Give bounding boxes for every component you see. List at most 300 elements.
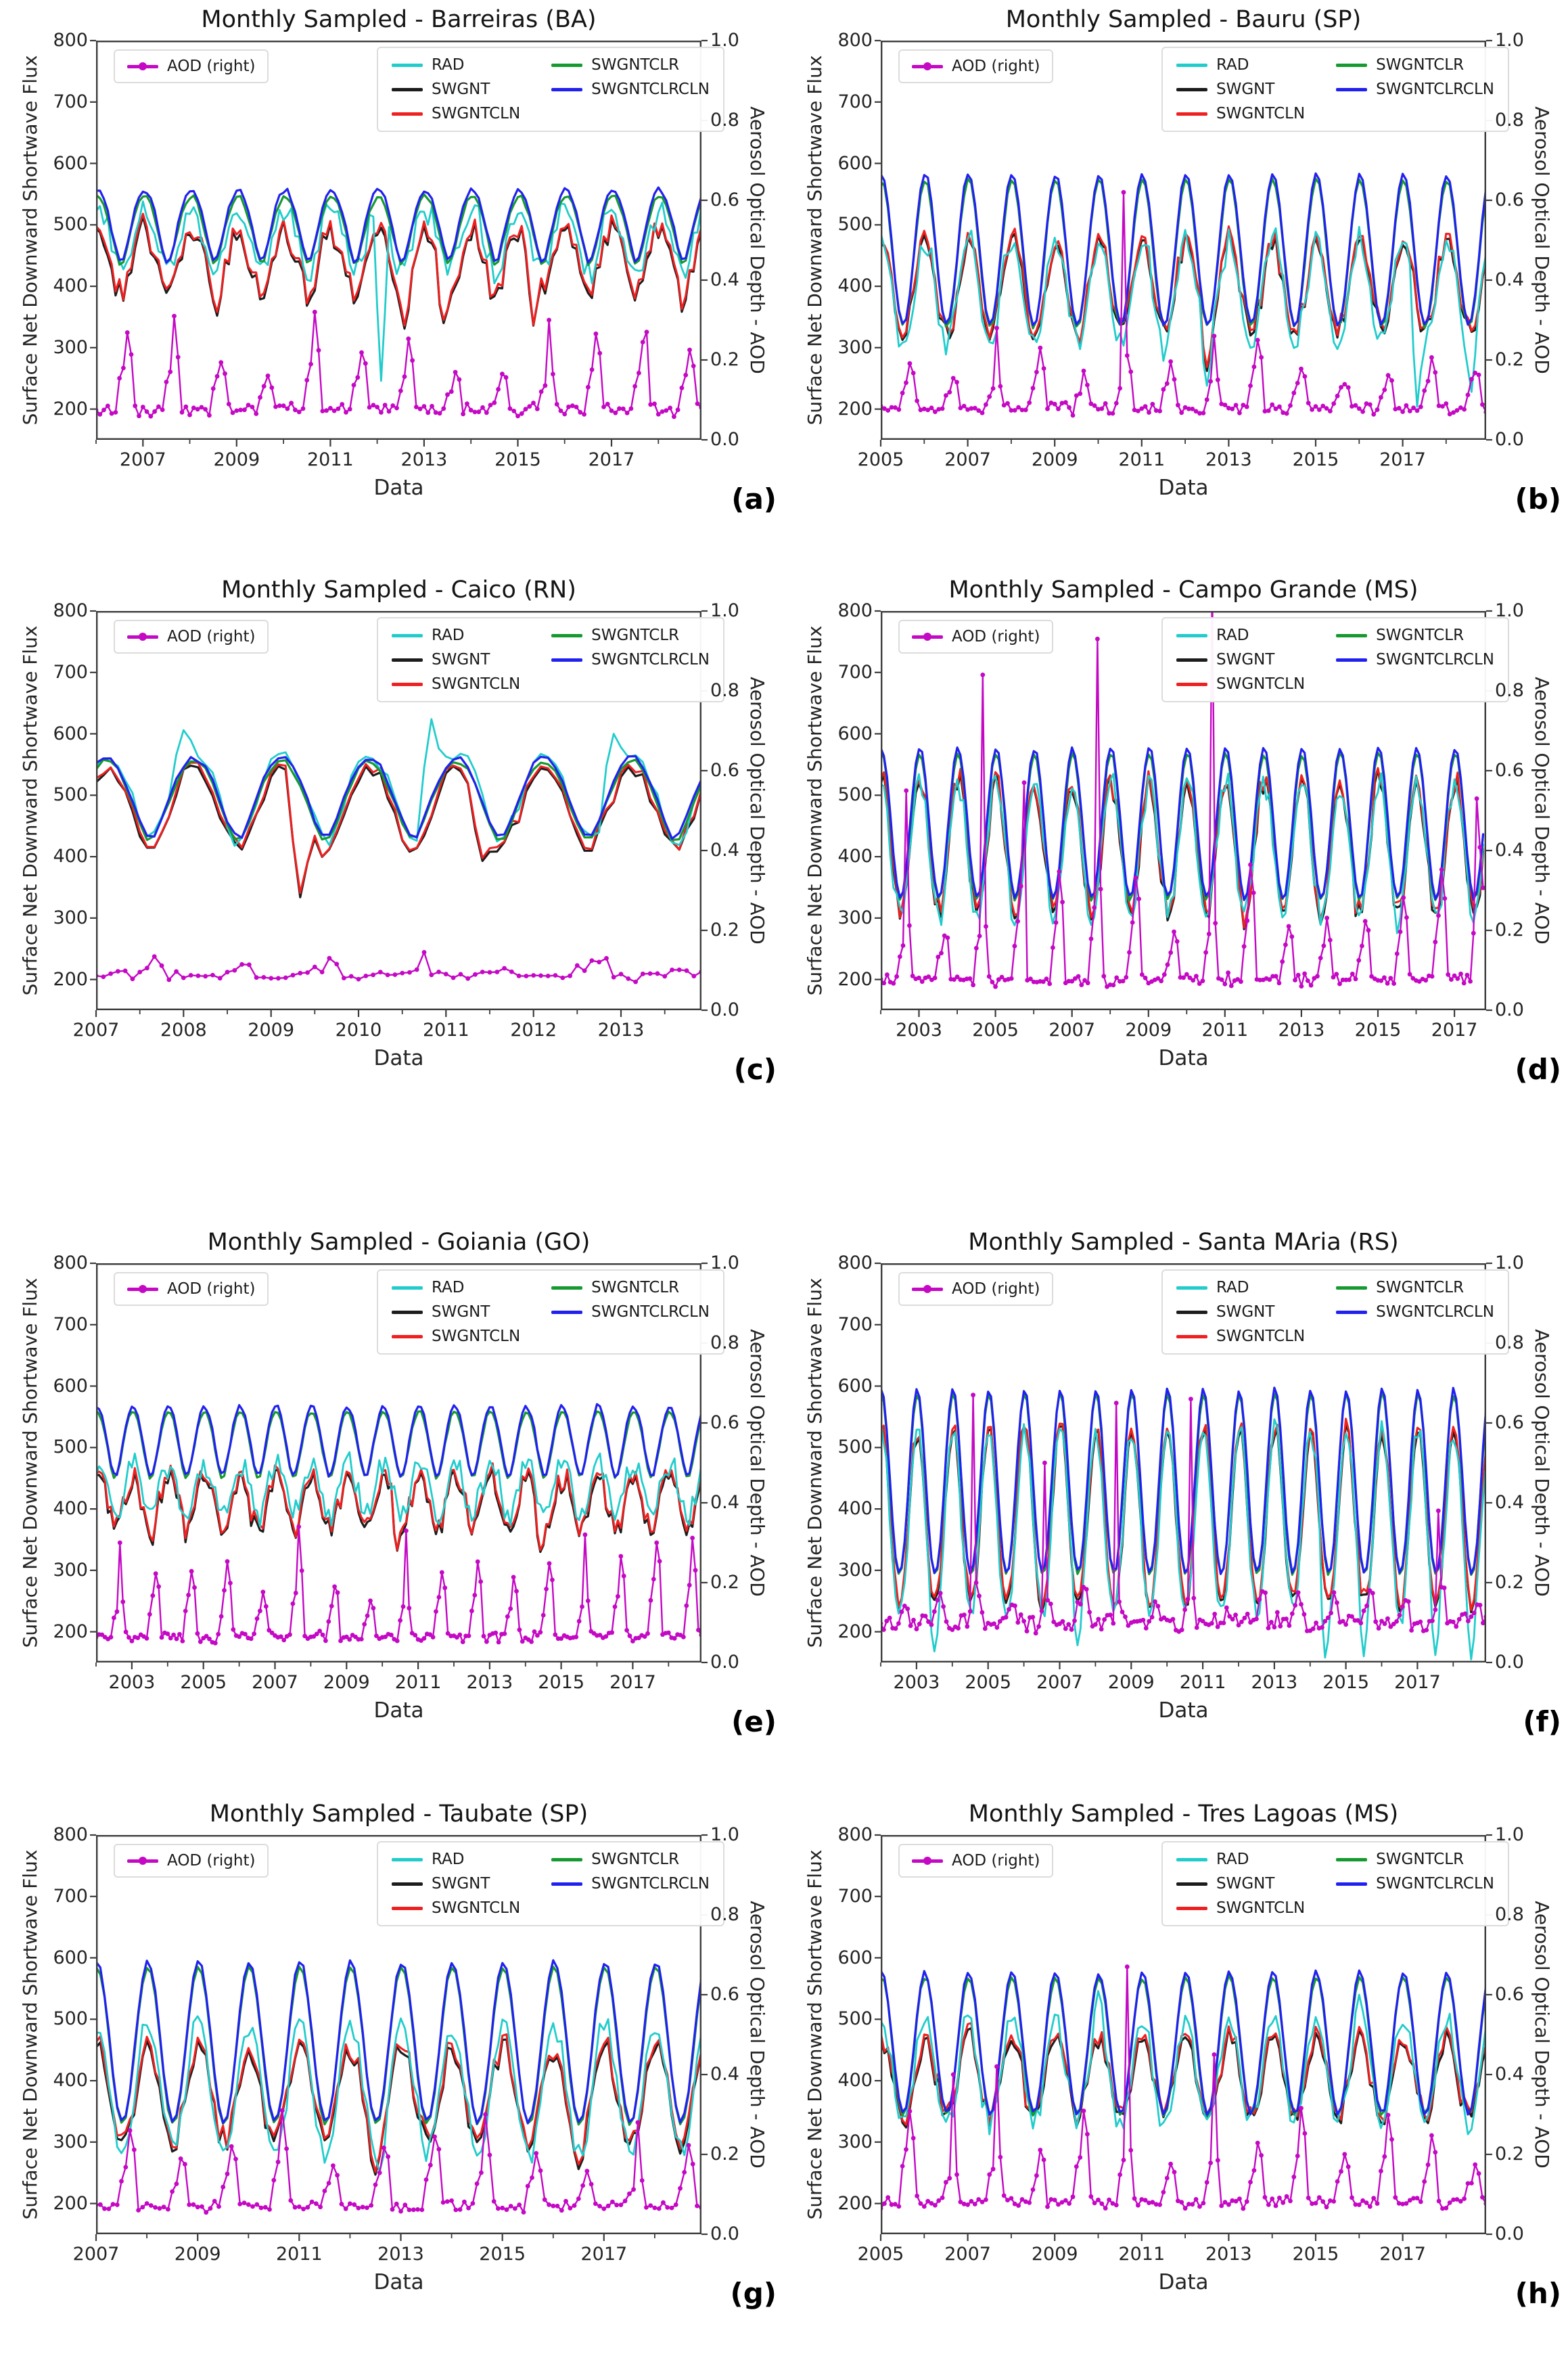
chart-panel-g (8, 1798, 785, 2339)
x-tick-label: 2011 (1118, 2244, 1166, 2265)
y-tick-label-left: 800 (53, 600, 88, 621)
swgnt-line-swatch (392, 1311, 423, 1314)
legend-entry-swgntcln (1176, 1899, 1305, 1917)
panel-letter: (d) (1515, 1053, 1561, 1086)
legend-entry-swgnt (392, 81, 520, 98)
y-tick-label-right: 0.8 (710, 110, 739, 131)
legend-column (1176, 56, 1305, 122)
rad-line-swatch (392, 1858, 423, 1861)
legend-entry-rad (1176, 56, 1305, 74)
panel-letter: (g) (730, 2277, 777, 2310)
rad-line-swatch (392, 64, 423, 67)
x-tick-label: 2007 (72, 2244, 120, 2265)
y-tick-label-right: 0.6 (1495, 760, 1524, 781)
legend-label: RAD (432, 1851, 465, 1868)
y-tick-label-right: 0.2 (710, 920, 739, 941)
legend-entry-aod (127, 1280, 255, 1298)
legend-entry-swgnt (392, 1303, 520, 1321)
y-tick-label-right: 0.2 (1495, 920, 1524, 941)
x-tick-label: 2007 (119, 449, 166, 470)
y-tick-label-right: 0.4 (1495, 2064, 1524, 2085)
y-axis-label-right: Aerosol Optical Depth - AOD (746, 1901, 768, 2169)
legend-entry-rad (392, 627, 520, 644)
series-legend (1161, 617, 1509, 702)
x-axis-label: Data (1158, 1698, 1209, 1723)
y-tick-label-right: 0.6 (710, 1412, 739, 1433)
y-tick-label-right: 0.2 (1495, 349, 1524, 370)
aod-line-swatch (127, 1859, 158, 1863)
y-tick-label-left: 700 (837, 1313, 873, 1335)
chart-title: Monthly Sampled - Taubate (SP) (209, 1801, 589, 1828)
chart-panel-f (793, 1226, 1568, 1767)
legend-label: SWGNTCLRCLN (591, 1303, 710, 1321)
y-tick-label-right: 0.6 (1495, 189, 1524, 210)
y-tick-label-right: 0.2 (710, 1572, 739, 1593)
y-tick-label-right: 0.6 (710, 760, 739, 781)
legend-column (1336, 1851, 1494, 1917)
y-tick-label-right: 0.6 (1495, 1412, 1524, 1433)
legend-entry-swgntcln (1176, 1328, 1305, 1345)
y-tick-label-right: 1.0 (710, 1824, 739, 1845)
legend-label: SWGNTCLR (1376, 627, 1465, 644)
y-tick-label-right: 1.0 (1495, 1252, 1524, 1273)
legend-entry-swgntclrcln (551, 1303, 710, 1321)
y-tick-label-left: 300 (837, 907, 873, 928)
x-tick-label: 2011 (1179, 1672, 1226, 1693)
x-tick-label: 2009 (174, 2244, 221, 2265)
y-tick-label-left: 800 (53, 1824, 88, 1845)
swgntclrcln-line-swatch (551, 658, 582, 662)
panel-letter: (e) (731, 1705, 777, 1738)
y-tick-label-left: 800 (53, 1252, 88, 1273)
x-tick-label: 2017 (588, 449, 635, 470)
legend-label: SWGNTCLR (1376, 1851, 1465, 1868)
panel-letter: (c) (733, 1053, 777, 1086)
x-tick-label: 2017 (1431, 1020, 1478, 1041)
y-tick-label-left: 600 (837, 152, 873, 174)
legend-label: SWGNT (432, 1875, 490, 1893)
legend-entry-swgntclr (551, 1279, 710, 1296)
y-axis-label-left: Surface Net Downward Shortwave Flux (804, 1277, 826, 1648)
panel-letter: (f) (1523, 1705, 1561, 1738)
y-tick-label-right: 0.8 (1495, 1332, 1524, 1353)
swgntclr-line-swatch (551, 634, 582, 637)
y-tick-label-left: 800 (837, 30, 873, 51)
x-tick-label: 2009 (1107, 1672, 1155, 1693)
x-tick-label: 2009 (1125, 1020, 1172, 1041)
legend-entry-aod (912, 1280, 1040, 1298)
legend-entry-swgntclrcln (1336, 1303, 1494, 1321)
swgntclrcln-line-swatch (551, 1311, 582, 1314)
x-tick-label: 2015 (1322, 1672, 1369, 1693)
chart-title: Monthly Sampled - Barreiras (BA) (201, 6, 597, 33)
swgntclr-line-swatch (1336, 1286, 1367, 1290)
legend-entry-swgntclr (1336, 56, 1494, 74)
y-tick-label-right: 0.0 (710, 2223, 739, 2244)
y-tick-label-left: 500 (53, 2008, 88, 2030)
aod-line-swatch (912, 635, 943, 639)
legend-entry-swgntclr (1336, 627, 1494, 644)
y-tick-label-right: 0.4 (1495, 269, 1524, 290)
rad-line-swatch (392, 634, 423, 637)
y-tick-label-right: 0.8 (710, 680, 739, 701)
x-tick-label: 2013 (1205, 2244, 1252, 2265)
chart-title: Monthly Sampled - Campo Grande (MS) (948, 576, 1419, 604)
legend-label: SWGNT (1216, 1875, 1275, 1893)
x-tick-label: 2007 (252, 1672, 298, 1693)
aod-marker-dot (139, 1857, 147, 1865)
y-tick-label-right: 0.4 (710, 269, 739, 290)
legend-label: SWGNTCLRCLN (1376, 81, 1495, 98)
x-tick-label: 2005 (180, 1672, 227, 1693)
y-tick-label-left: 500 (837, 784, 873, 806)
legend-entry-aod (912, 1852, 1040, 1870)
x-axis-label: Data (1158, 1046, 1209, 1070)
legend-label: SWGNT (432, 81, 490, 98)
legend-label: RAD (1216, 627, 1249, 644)
legend-label: AOD (right) (167, 1280, 256, 1298)
legend-label: RAD (432, 56, 465, 74)
y-tick-label-right: 1.0 (710, 30, 739, 51)
legend-label: AOD (right) (167, 1852, 256, 1870)
y-tick-label-left: 600 (53, 723, 88, 744)
y-axis-label-left: Surface Net Downward Shortwave Flux (804, 625, 826, 996)
legend-label: SWGNTCLRCLN (1376, 1875, 1495, 1893)
rad-line-swatch (1176, 634, 1207, 637)
y-tick-label-left: 300 (53, 1559, 88, 1581)
swgntclrcln-line-swatch (551, 88, 582, 91)
legend-entry-swgntcln (392, 675, 520, 693)
legend-label: SWGNT (432, 1303, 490, 1321)
y-tick-label-left: 200 (837, 2192, 873, 2214)
legend-label: AOD (right) (952, 58, 1040, 75)
x-tick-label: 2007 (1036, 1672, 1083, 1693)
y-axis-label-right: Aerosol Optical Depth - AOD (1531, 106, 1553, 374)
y-axis-label-left: Surface Net Downward Shortwave Flux (19, 1849, 41, 2220)
y-axis-label-right: Aerosol Optical Depth - AOD (1531, 1901, 1553, 2169)
y-tick-label-right: 0.8 (710, 1332, 739, 1353)
legend-entry-swgntcln (392, 1899, 520, 1917)
x-tick-label: 2017 (580, 2244, 628, 2265)
y-tick-label-right: 0.4 (710, 1492, 739, 1513)
legend-entry-swgntclr (551, 1851, 710, 1868)
aod-marker-dot (923, 62, 931, 70)
series-legend (377, 47, 724, 132)
x-tick-label: 2015 (479, 2244, 526, 2265)
legend-label: SWGNTCLR (1376, 56, 1465, 74)
legend-label: RAD (1216, 1279, 1249, 1296)
legend-label: AOD (right) (952, 1280, 1040, 1298)
y-tick-label-right: 1.0 (1495, 600, 1524, 621)
y-tick-label-right: 0.6 (710, 189, 739, 210)
y-tick-label-right: 0.6 (710, 1984, 739, 2005)
chart-title: Monthly Sampled - Tres Lagoas (MS) (968, 1801, 1399, 1828)
swgntclr-line-swatch (1336, 1858, 1367, 1861)
swgnt-line-swatch (392, 658, 423, 662)
legend-label: SWGNTCLN (1216, 1899, 1306, 1917)
legend-label: SWGNTCLN (432, 1328, 521, 1345)
x-tick-label: 2013 (400, 449, 448, 470)
x-axis-label: Data (373, 2270, 424, 2294)
legend-entry-swgntcln (1176, 105, 1305, 122)
legend-column (551, 1279, 710, 1345)
x-tick-label: 2017 (609, 1672, 656, 1693)
aod-line-swatch (912, 1288, 943, 1291)
x-tick-label: 2012 (510, 1020, 557, 1041)
y-axis-label-right: Aerosol Optical Depth - AOD (746, 1329, 768, 1597)
legend-label: SWGNT (432, 651, 490, 669)
x-tick-label: 2005 (972, 1020, 1019, 1041)
x-tick-label: 2017 (1379, 449, 1426, 470)
x-axis-label: Data (1158, 476, 1209, 500)
y-tick-label-left: 200 (837, 1621, 873, 1642)
y-tick-label-right: 0.6 (1495, 1984, 1524, 2005)
legend-label: SWGNTCLN (432, 105, 521, 122)
aod-marker-dot (923, 1285, 931, 1293)
aod-legend (114, 1844, 269, 1878)
legend-label: SWGNTCLRCLN (591, 81, 710, 98)
x-tick-label: 2015 (1354, 1020, 1402, 1041)
y-tick-label-left: 400 (53, 275, 88, 297)
panel-letter: (a) (731, 482, 777, 516)
swgntcln-line-swatch (392, 683, 423, 686)
legend-entry-rad (392, 56, 520, 74)
y-tick-label-left: 500 (53, 784, 88, 806)
y-tick-label-left: 800 (837, 1252, 873, 1273)
y-tick-label-left: 200 (53, 2192, 88, 2214)
legend-label: SWGNTCLR (591, 1851, 680, 1868)
chart-title: Monthly Sampled - Bauru (SP) (1005, 6, 1362, 33)
legend-label: SWGNT (1216, 651, 1275, 669)
x-tick-label: 2007 (944, 2244, 991, 2265)
legend-label: SWGNTCLRCLN (1376, 1303, 1495, 1321)
aod-line-swatch (912, 65, 943, 68)
legend-entry-swgntclrcln (551, 1875, 710, 1893)
legend-entry-swgnt (1176, 81, 1305, 98)
legend-label: SWGNTCLR (591, 1279, 680, 1296)
legend-label: SWGNTCLN (1216, 1328, 1306, 1345)
x-tick-label: 2015 (1292, 449, 1339, 470)
y-tick-label-right: 0.8 (1495, 680, 1524, 701)
x-tick-label: 2013 (1278, 1020, 1325, 1041)
swgntclrcln-line-swatch (1336, 658, 1367, 662)
y-tick-label-left: 600 (837, 723, 873, 744)
panel-letter: (b) (1515, 482, 1561, 516)
y-tick-label-right: 0.8 (1495, 1904, 1524, 1925)
chart-panel-e (8, 1226, 785, 1767)
legend-label: SWGNTCLRCLN (591, 1875, 710, 1893)
y-tick-label-right: 0.0 (710, 1652, 739, 1673)
y-tick-label-left: 400 (837, 1498, 873, 1520)
swgntcln-line-swatch (1176, 683, 1207, 686)
chart-title: Monthly Sampled - Caico (RN) (221, 576, 576, 604)
legend-column (1176, 627, 1305, 693)
swgnt-line-swatch (1176, 1311, 1207, 1314)
y-tick-label-left: 300 (837, 1559, 873, 1581)
y-axis-label-right: Aerosol Optical Depth - AOD (746, 106, 768, 374)
legend-label: AOD (right) (167, 58, 256, 75)
swgntcln-line-swatch (392, 112, 423, 116)
legend-entry-rad (1176, 1851, 1305, 1868)
legend-column (551, 1851, 710, 1917)
aod-marker-dot (139, 62, 147, 70)
legend-entry-swgntclr (551, 56, 710, 74)
y-tick-label-left: 700 (837, 1885, 873, 1907)
legend-entry-aod (127, 1852, 255, 1870)
panel-letter: (h) (1515, 2277, 1561, 2310)
y-tick-label-right: 1.0 (1495, 30, 1524, 51)
chart-title: Monthly Sampled - Goiania (GO) (207, 1229, 591, 1256)
y-tick-label-left: 500 (837, 214, 873, 235)
legend-label: SWGNTCLN (432, 1899, 521, 1917)
y-tick-label-left: 700 (53, 1885, 88, 1907)
y-tick-label-left: 400 (837, 275, 873, 297)
y-tick-label-left: 500 (837, 2008, 873, 2030)
legend-label: SWGNT (1216, 81, 1275, 98)
swgntclr-line-swatch (551, 1858, 582, 1861)
y-tick-label-right: 0.0 (710, 429, 739, 450)
legend-entry-swgntcln (1176, 675, 1305, 693)
chart-panel-d (793, 574, 1568, 1115)
x-tick-label: 2005 (857, 2244, 904, 2265)
aod-marker-dot (923, 633, 931, 641)
y-tick-label-left: 700 (53, 661, 88, 683)
x-tick-label: 2005 (965, 1672, 1012, 1693)
x-tick-label: 2013 (466, 1672, 513, 1693)
legend-entry-swgntclrcln (1336, 1875, 1494, 1893)
swgnt-line-swatch (1176, 88, 1207, 91)
swgntclrcln-line-swatch (1336, 1311, 1367, 1314)
legend-label: RAD (432, 627, 465, 644)
legend-entry-swgntclr (551, 627, 710, 644)
y-tick-label-left: 400 (837, 2070, 873, 2091)
swgntclr-line-swatch (551, 64, 582, 67)
x-axis-label: Data (1158, 2270, 1209, 2294)
x-tick-label: 2007 (944, 449, 991, 470)
legend-entry-swgnt (392, 1875, 520, 1893)
legend-column (1176, 1851, 1305, 1917)
legend-label: SWGNT (1216, 1303, 1275, 1321)
legend-entry-rad (392, 1279, 520, 1296)
legend-entry-swgnt (1176, 651, 1305, 669)
aod-legend (898, 1844, 1053, 1878)
legend-entry-swgntclr (1336, 1279, 1494, 1296)
y-tick-label-left: 700 (837, 661, 873, 683)
y-tick-label-left: 500 (53, 214, 88, 235)
legend-label: SWGNTCLR (591, 56, 680, 74)
x-tick-label: 2017 (1394, 1672, 1441, 1693)
y-tick-label-right: 0.4 (1495, 1492, 1524, 1513)
aod-marker-dot (139, 1285, 147, 1293)
legend-label: RAD (1216, 56, 1249, 74)
x-tick-label: 2009 (1031, 449, 1078, 470)
x-axis-label: Data (373, 1698, 424, 1723)
x-tick-label: 2015 (538, 1672, 584, 1693)
swgnt-line-swatch (392, 1882, 423, 1886)
y-tick-label-right: 1.0 (1495, 1824, 1524, 1845)
y-tick-label-right: 0.2 (710, 349, 739, 370)
legend-entry-swgnt (1176, 1875, 1305, 1893)
swgntclr-line-swatch (1336, 634, 1367, 637)
y-axis-label-right: Aerosol Optical Depth - AOD (746, 677, 768, 945)
y-tick-label-left: 800 (837, 1824, 873, 1845)
legend-column (392, 1851, 520, 1917)
legend-label: SWGNTCLN (1216, 105, 1306, 122)
y-tick-label-right: 0.4 (1495, 840, 1524, 861)
aod-marker-dot (923, 1857, 931, 1865)
aod-legend (898, 1272, 1053, 1306)
y-tick-label-left: 200 (837, 398, 873, 420)
y-tick-label-left: 600 (53, 1947, 88, 1968)
y-tick-label-left: 800 (837, 600, 873, 621)
legend-entry-swgntcln (392, 1328, 520, 1345)
chart-panel-h (793, 1798, 1568, 2339)
legend-column (392, 627, 520, 693)
x-tick-label: 2015 (1292, 2244, 1339, 2265)
x-tick-label: 2009 (248, 1020, 295, 1041)
y-tick-label-right: 0.4 (710, 2064, 739, 2085)
y-tick-label-left: 800 (53, 30, 88, 51)
rad-line-swatch (1176, 64, 1207, 67)
series-legend (1161, 1269, 1509, 1355)
y-tick-label-left: 300 (837, 2131, 873, 2152)
y-tick-label-right: 0.2 (710, 2144, 739, 2165)
aod-line-swatch (127, 635, 158, 639)
legend-entry-aod (127, 58, 255, 75)
y-tick-label-left: 400 (53, 1498, 88, 1520)
series-legend (377, 1841, 724, 1926)
aod-legend (114, 1272, 269, 1306)
legend-label: SWGNTCLR (591, 627, 680, 644)
y-tick-label-right: 0.0 (1495, 429, 1524, 450)
x-tick-label: 2003 (108, 1672, 156, 1693)
series-legend (1161, 1841, 1509, 1926)
x-tick-label: 2017 (1379, 2244, 1426, 2265)
y-tick-label-left: 400 (53, 2070, 88, 2091)
rad-line-swatch (1176, 1858, 1207, 1861)
swgntclrcln-line-swatch (1336, 1882, 1367, 1886)
y-tick-label-left: 300 (53, 907, 88, 928)
y-axis-label-left: Surface Net Downward Shortwave Flux (19, 1277, 41, 1648)
y-axis-label-left: Surface Net Downward Shortwave Flux (804, 1849, 826, 2220)
x-tick-label: 2009 (1031, 2244, 1078, 2265)
legend-column (1336, 627, 1494, 693)
legend-label: SWGNTCLN (1216, 675, 1306, 693)
swgnt-line-swatch (392, 88, 423, 91)
legend-entry-rad (1176, 627, 1305, 644)
chart-panel-c (8, 574, 785, 1115)
aod-legend (898, 620, 1053, 654)
series-legend (1161, 47, 1509, 132)
legend-entry-swgntclrcln (551, 81, 710, 98)
y-tick-label-left: 200 (53, 398, 88, 420)
legend-entry-swgntclrcln (1336, 651, 1494, 669)
x-tick-label: 2010 (335, 1020, 382, 1041)
y-axis-label-right: Aerosol Optical Depth - AOD (1531, 677, 1553, 945)
legend-label: SWGNTCLRCLN (1376, 651, 1495, 669)
swgnt-line-swatch (1176, 1882, 1207, 1886)
aod-line-swatch (127, 65, 158, 68)
chart-panel-b (793, 3, 1568, 545)
legend-label: RAD (432, 1279, 465, 1296)
legend-column (551, 56, 710, 122)
y-tick-label-left: 700 (837, 91, 873, 112)
swgntcln-line-swatch (1176, 112, 1207, 116)
swgntclrcln-line-swatch (551, 1882, 582, 1886)
y-tick-label-right: 0.2 (1495, 1572, 1524, 1593)
x-tick-label: 2013 (377, 2244, 424, 2265)
y-tick-label-right: 0.0 (710, 999, 739, 1020)
